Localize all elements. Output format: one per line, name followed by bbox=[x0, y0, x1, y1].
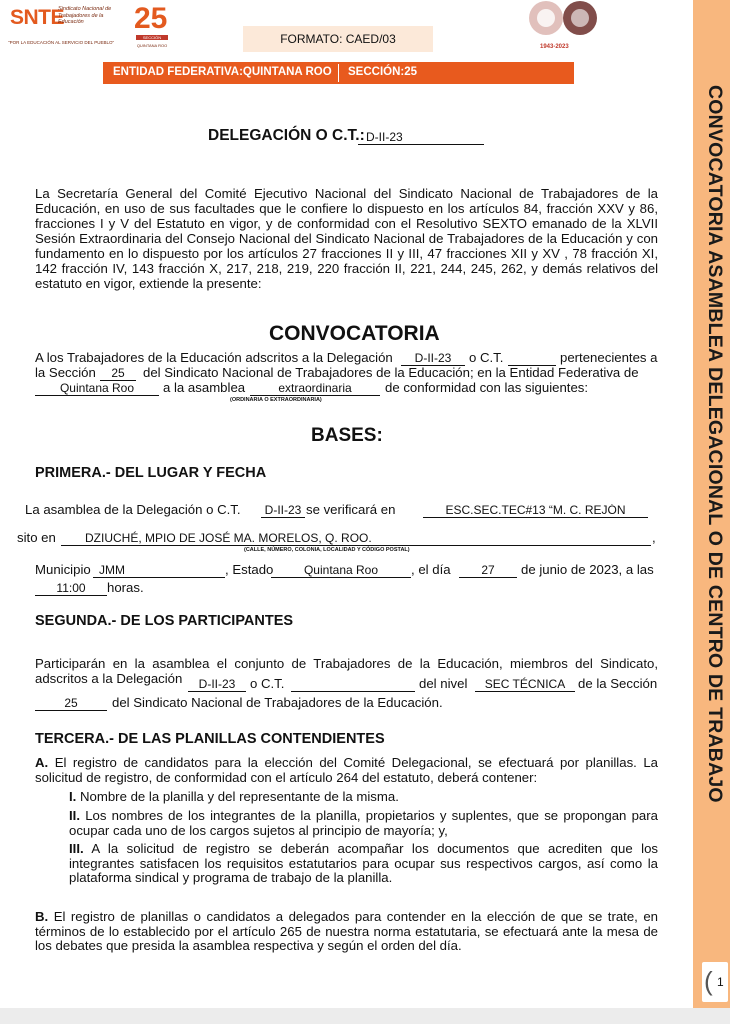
segunda-seccion: 25 bbox=[35, 697, 107, 711]
anniversary-number: 25 bbox=[134, 2, 168, 35]
conv-line-2 bbox=[35, 365, 658, 381]
seccion-label: SECCIÓN:25 bbox=[348, 66, 418, 78]
primera-title: PRIMERA.- DEL LUGAR Y FECHA bbox=[35, 465, 267, 481]
convocatoria-title: CONVOCATORIA bbox=[269, 322, 440, 345]
tercera-b-label: B. bbox=[35, 909, 49, 924]
tercera-item-1 bbox=[69, 790, 658, 805]
item-2-label: II. bbox=[69, 808, 80, 823]
entidad-label: ENTIDAD FEDERATIVA:QUINTANA ROO bbox=[113, 66, 332, 78]
snte-logo-text: SNTE bbox=[10, 6, 65, 29]
conv-text-7: de conformidad con las siguientes: bbox=[385, 380, 589, 395]
tercera-a bbox=[35, 756, 658, 785]
conv-text-5: del Sindicato Nacional de Trabajadores de la Educación; en la Entidad Federativa de bbox=[143, 365, 639, 380]
primera-municipio: JMM bbox=[93, 564, 225, 578]
segunda-text-2: o C.T. bbox=[250, 676, 285, 691]
tercera-b-text: El registro de planillas o candidatos a delegados para contender en la elección de que se trate, en términos de lo establecido por el artículo 265 de nuestra norma estatutaria, se efectuará ante la mesa de los debates que presida la asamblea respectiva y según el orden del día. bbox=[35, 909, 659, 953]
delegacion-value: D-II-23 bbox=[358, 131, 484, 145]
tercera-b bbox=[35, 910, 658, 954]
segunda-text-4: de la Sección bbox=[578, 676, 658, 691]
bracket-icon: ( bbox=[704, 966, 713, 996]
conv-entidad: Quintana Roo bbox=[35, 382, 159, 396]
snte-slogan: "POR LA EDUCACIÓN AL SERVICIO DEL PUEBLO" bbox=[8, 40, 115, 45]
conv-delegacion: D-II-23 bbox=[401, 352, 465, 366]
conv-ct-blank bbox=[508, 352, 556, 366]
segunda-title: SEGUNDA.- DE LOS PARTICIPANTES bbox=[35, 613, 294, 629]
segunda-line-2 bbox=[35, 676, 658, 692]
primera-hora: 11:00 bbox=[35, 582, 107, 596]
anniversary-label: SECCIÓN bbox=[136, 35, 168, 40]
intro-paragraph: La Secretaría General del Comité Ejecutivo Nacional del Sindicato Nacional de Trabajadores de la Educación, en uso de sus facultades que le confiere lo dispuesto en los artículos 84, fracción XXV y 86, fracciones I y V del Estatuto en vigor, y de conformidad con el Resolutivo SEXTO emanado de la XLVII Sesión Extraordinaria del Consejo Nacional del Sindicato Nacional de Trabajadores de la Educación y con fundamento en lo dispuesto por los artículos 27 fracciones II y III, 47 fracciones XII y XV , 78 fracción XI, 142 fracción IV, 143 fracción X, 217, 218, 219, 220 fracción II, 221, 244, 245, 262, y demás relativos del estatuto en vigor, extiende la presente: bbox=[35, 186, 658, 291]
conv-text-4: la Sección bbox=[35, 365, 96, 380]
tercera-a-text: El registro de candidatos para la elección del Comité Delegacional, se efectuará por planillas. La solicitud de registro, de conformidad con el artículo 264 del estatuto, deberá contener: bbox=[35, 755, 658, 785]
conv-text-2: o C.T. bbox=[469, 350, 504, 365]
primera-text-7: de junio de 2023, a las bbox=[521, 562, 654, 577]
primera-line-4 bbox=[35, 580, 335, 596]
direccion-hint: (CALLE, NÚMERO, COLONIA, LOCALIDAD Y CÓDIGO POSTAL) bbox=[244, 547, 410, 553]
anniversary-seal-icon bbox=[522, 0, 604, 42]
entidad-seccion-bar bbox=[103, 62, 574, 84]
conv-line-3 bbox=[35, 380, 658, 396]
primera-text-2: se verificará en bbox=[306, 502, 396, 517]
conv-line-1 bbox=[35, 350, 658, 366]
primera-direccion: DZIUCHÉ, MPIO DE JOSÉ MA. MORELOS, Q. ROO. bbox=[61, 532, 651, 546]
conv-text-3: pertenecientes a bbox=[560, 350, 658, 365]
segunda-delegacion: D-II-23 bbox=[188, 678, 246, 692]
primera-text-5: , Estado bbox=[225, 562, 274, 577]
side-title-text: CONVOCATORIA ASAMBLEA DELEGACIONAL O DE CENTRO DE TRABAJO bbox=[704, 85, 726, 803]
primera-line-1 bbox=[25, 502, 655, 518]
anniversary-place: QUINTANA ROO bbox=[136, 43, 168, 48]
tipo-hint: (ORDINARIA O EXTRAORDINARIA) bbox=[230, 397, 322, 403]
page-number: 1 bbox=[717, 975, 724, 989]
primera-delegacion: D-II-23 bbox=[261, 504, 305, 518]
side-title bbox=[698, 85, 728, 930]
primera-line-3 bbox=[35, 562, 658, 578]
primera-dia: 27 bbox=[459, 564, 517, 578]
bases-title: BASES: bbox=[311, 425, 383, 446]
conv-text-6: a la asamblea bbox=[163, 380, 246, 395]
segunda-text-5: del Sindicato Nacional de Trabajadores de la Educación. bbox=[112, 695, 443, 710]
tercera-title: TERCERA.- DE LAS PLANILLAS CONTENDIENTES bbox=[35, 731, 385, 747]
page-number-box bbox=[702, 962, 728, 1002]
item-3-text: A la solicitud de registro se deberán acompañar los documentos que acrediten que los integrantes satisfacen los requisitos estatutarios para ocupar sus respectivos cargos, así como la plataforma sindical y programa de trabajo de la planilla. bbox=[69, 841, 658, 885]
primera-estado: Quintana Roo bbox=[271, 564, 411, 578]
conv-seccion: 25 bbox=[100, 367, 136, 381]
segunda-text-3: del nivel bbox=[419, 676, 468, 691]
primera-line-2: sito en DZIUCHÉ, MPIO DE JOSÉ MA. MORELOS, Q. ROO. , bbox=[17, 530, 656, 545]
item-1-label: I. bbox=[69, 789, 77, 804]
primera-text-8: horas. bbox=[107, 580, 144, 595]
primera-text-6: , el día bbox=[411, 562, 451, 577]
primera-text-3: sito en bbox=[17, 530, 56, 545]
primera-text-1: La asamblea de la Delegación o C.T. bbox=[25, 502, 241, 517]
conv-tipo: extraordinaria bbox=[250, 382, 380, 396]
tercera-item-3 bbox=[69, 842, 658, 886]
delegacion-label: DELEGACIÓN O C.T.: bbox=[208, 127, 365, 144]
tercera-a-label: A. bbox=[35, 755, 49, 770]
conv-text-1: A los Trabajadores de la Educación adscritos a la Delegación bbox=[35, 350, 393, 365]
formato-label: FORMATO: CAED/03 bbox=[243, 26, 433, 52]
segunda-text-1: Participarán en la asamblea el conjunto de Trabajadores de la Educación, miembros del Sindicato, adscritos a la Delegación bbox=[35, 656, 658, 686]
primera-lugar: ESC.SEC.TEC#13 “M. C. REJÓN bbox=[423, 504, 648, 518]
seal-years: 1943-2023 bbox=[540, 44, 569, 50]
tercera-item-2 bbox=[69, 809, 658, 838]
snte-logo-subtitle: Sindicato Nacional de Trabajadores de la Educación bbox=[58, 6, 112, 25]
item-1-text: Nombre de la planilla y del representante de la misma. bbox=[80, 789, 399, 804]
segunda-nivel: SEC TÉCNICA bbox=[475, 678, 575, 692]
bottom-strip bbox=[0, 1008, 730, 1024]
segunda-ct-blank bbox=[291, 678, 415, 692]
primera-text-4: Municipio bbox=[35, 562, 91, 577]
item-3-label: III. bbox=[69, 841, 84, 856]
bar-divider bbox=[338, 64, 339, 82]
segunda-line-3 bbox=[35, 695, 658, 711]
item-2-text: Los nombres de los integrantes de la planilla, propietarios y suplentes, que se propongan para ocupar cada uno de los cargos sujetos al principio de mayoría; y, bbox=[69, 808, 658, 838]
